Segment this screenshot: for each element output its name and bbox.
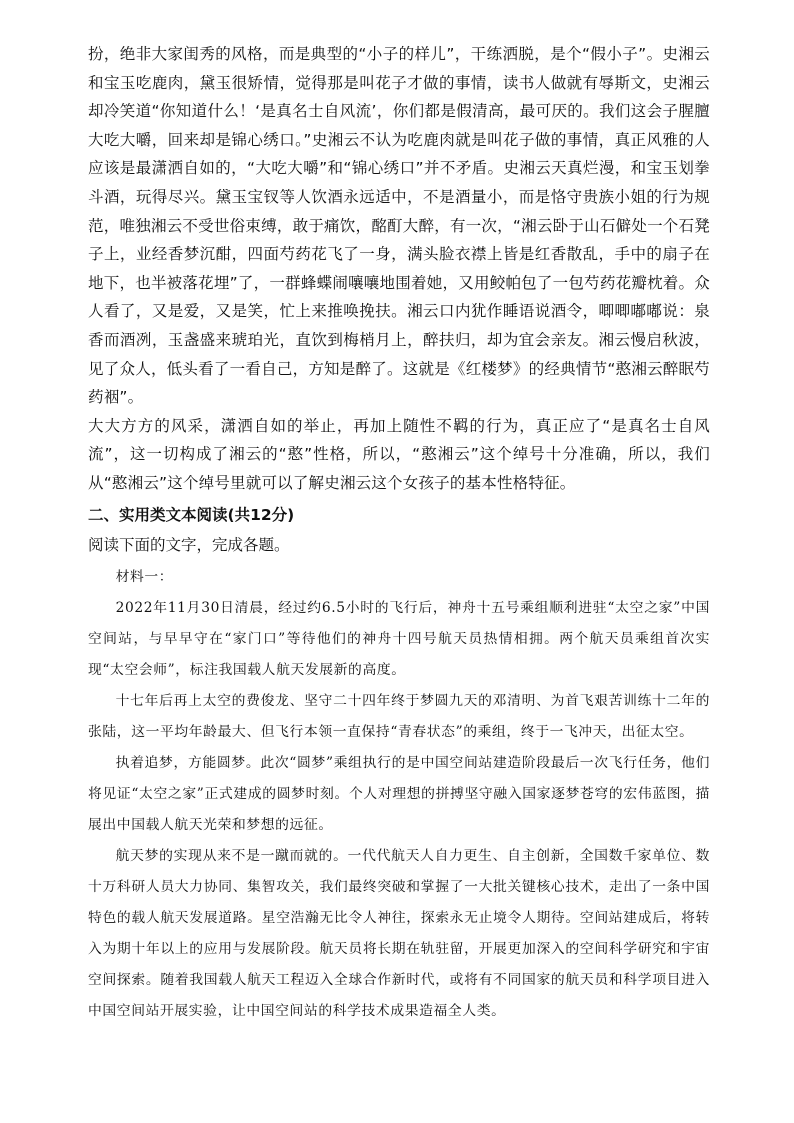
material-paragraph: 航天梦的实现从来不是一蹴而就的。一代代航天人自力更生、自主创新，全国数千家单位、数十万科研人员大力协同、集智攻关，我们最终突破和掌握了一大批关键核心技术，走出了一条中国特色的载人航天发展道路。星空浩瀚无比令人神往，探索永无止境令人期待。空间站建成后，将转入为期十年以上的应用与发展阶段。航天员将长期在轨驻留，开展更加深入的空间科学研究和宇宙空间探索。随着我国载人航天工程迈入全球合作新时代，或将有不同国家的航天员和科学项目进入中国空间站开展实验，让中国空间站的科学技术成果造福全人类。 [88, 847, 710, 1019]
section-instruction: 阅读下面的文字，完成各题。 [88, 535, 290, 554]
body-paragraph-xiangyun-summary: 大大方方的风采，潇洒自如的举止，再加上随性不羁的行为，真正应了“是真名士自风流”，这一切构成了湘云的“憨”性格，所以，“憨湘云”这个绰号十分准确，所以，我们从“憨湘云”这个绰号里就可以了解史湘云这个女孩子的基本性格特征。 [88, 416, 710, 492]
document-page [88, 40, 710, 1027]
material-label: 材料一： [115, 568, 174, 585]
material-paragraph: 十七年后再上太空的费俊龙、坚守二十四年终于梦圆九天的邓清明、为首飞艰苦训练十二年的张陆，这一平均年龄最大、但飞行本领一直保持“青春状态”的乘组，终于一飞冲天，出征太空。 [88, 692, 710, 740]
body-paragraph-xiangyun-story: 扮，绝非大家闺秀的风格，而是典型的“小子的样儿”，干练洒脱，是个“假小子”。史湘云和宝玉吃鹿肉，黛玉很矫情，觉得那是叫花子才做的事情，读书人做就有辱斯文，史湘云却冷笑道“你知道什么！‘是真名士自风流’，你们都是假清高，最可厌的。我们这会子腥膻大吃大嚼，回来却是锦心绣口。”史湘云不认为吃鹿肉就是叫花子做的事情，真正风雅的人应该是最潇洒自如的，“大吃大嚼”和“锦心绣口”并不矛盾。史湘云天真烂漫，和宝玉划拳斗酒，玩得尽兴。黛玉宝钗等人饮酒永远适中，不是酒量小，而是恪守贵族小姐的行为规范，唯独湘云不受世俗束缚，敢于痛饮，酩酊大醉，有一次，“湘云卧于山石僻处一个石凳子上，业经香梦沉酣，四面芍药花飞了一身，满头脸衣襟上皆是红香散乱，手中的扇子在地下，也半被落花埋”了，一群蜂蝶闹嚷嚷地围着她，又用鲛帕包了一包芍药花瓣枕着。众人看了，又是爱，又是笑，忙上来推唤挽扶。湘云口内犹作睡语说酒令，唧唧嘟嘟说：泉香而酒冽，玉盏盛来琥珀光，直饮到梅梢月上，醉扶归，却为宜会亲友。湘云慢启秋波，见了众人，低头看了一看自己，方知是醉了。这就是《红楼梦》的经典情节“憨湘云醉眠芍药裀”。 [88, 45, 710, 407]
material-paragraph: 2022年11月30日清晨，经过约6.5小时的飞行后，神舟十五号乘组顺利进驻“太空之家”中国空间站，与早早守在“家门口”等待他们的神舟十四号航天员热情相拥。两个航天员乘组首次实现“太空会师”，标注我国载人航天发展新的高度。 [88, 599, 710, 678]
section-heading: 二、实用类文本阅读(共12分) [88, 505, 295, 524]
material-paragraph: 执着追梦，方能圆梦。此次“圆梦”乘组执行的是中国空间站建造阶段最后一次飞行任务，他们将见证“太空之家”正式建成的圆梦时刻。个人对理想的拼搏坚守融入国家逐梦苍穹的宏伟蓝图，描展出中国载人航天光荣和梦想的远征。 [88, 754, 710, 833]
